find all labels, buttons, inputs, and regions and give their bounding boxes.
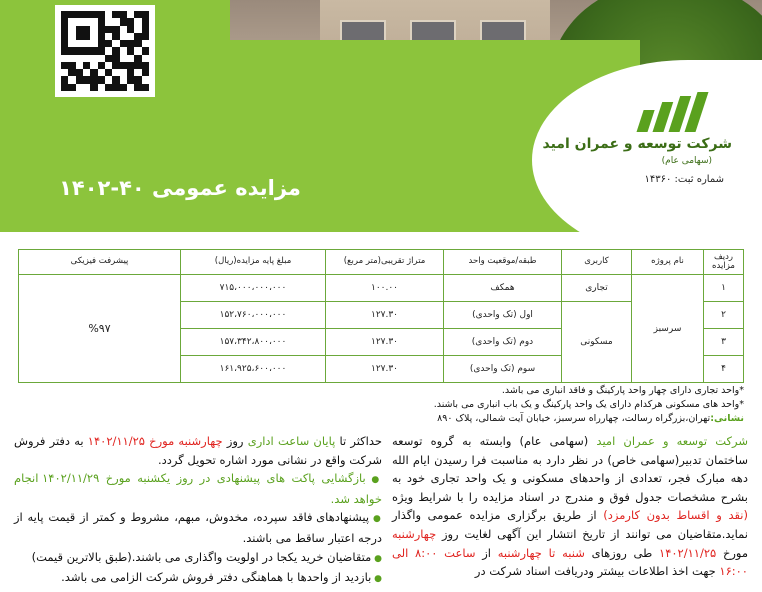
body-text-span: طی روزهای — [584, 545, 660, 560]
body-right-column — [392, 432, 748, 581]
bullet-icon: ● — [371, 574, 382, 585]
area-cell: ۱۲۷.۳۰ — [326, 302, 444, 329]
note-residential: *واحد های مسکونی هرکدام دارای یک واحد پارکینگ و یک باب انباری می باشند. — [433, 399, 744, 410]
bullet-icon: ● — [371, 553, 382, 564]
invalid-offers-text: پیشنهادهای فاقد سپرده، مخدوش، مبهم، مشروط و کمتر از قیمت پایه از درجه اعتبار ساقط می باشند. — [14, 510, 382, 545]
col-header-progress: پیشرفت فیزیکی — [19, 250, 181, 275]
floor-cell: اول (تک واحدی) — [444, 302, 562, 329]
deadline-day: چهارشنبه — [392, 526, 437, 541]
col-header-usage: کاربری — [562, 250, 632, 275]
physical-progress: %۹۷ — [19, 275, 181, 383]
col-header-row-number: ردیف مزایده — [704, 250, 744, 275]
table-header-row — [19, 250, 744, 275]
qr-code[interactable] — [55, 5, 155, 97]
col-header-floor: طبقه/موقعیت واحد — [444, 250, 562, 275]
opening-date — [14, 469, 382, 508]
note-commercial: *واحد تجاری دارای چهار واحد پارکینگ و فاقد انباری می باشد. — [501, 385, 744, 396]
invalid-offers — [14, 508, 382, 547]
body-text-span: روز — [222, 434, 248, 448]
row-number: ۱ — [704, 275, 744, 302]
project-name: سرسبز — [632, 275, 704, 383]
company-type: (سهامی عام) — [661, 156, 712, 166]
body-text-span: از — [475, 545, 498, 560]
area-cell: ۱۲۷.۳۰ — [326, 329, 444, 356]
body-text-span: مورخ — [716, 545, 749, 560]
visit-note-text: بازدید از واحدها با هماهنگی دفتر فروش شرکت الزامی می باشد. — [61, 570, 372, 585]
col-header-price: مبلغ پایه مزایده(ریال) — [181, 250, 326, 275]
bullet-icon: ● — [369, 514, 383, 525]
body-left-column — [14, 432, 382, 589]
submission-deadline — [14, 432, 382, 469]
working-hours: ساعت ۸:۰۰ الی ۱۶:۰۰ — [392, 545, 748, 579]
body-text — [14, 432, 748, 592]
address-label: نشانی: — [710, 413, 744, 424]
page-title: مزایده عمومی ۴۰-۱۴۰۲ — [59, 176, 301, 200]
price-cell: ۱۵۲،۷۶۰،۰۰۰،۰۰۰ — [181, 302, 326, 329]
body-text-span: جهت اخذ اطلاعات بیشتر ودریافت اسناد شرکت در — [474, 564, 720, 579]
body-text-span: حداکثر تا — [335, 434, 382, 448]
bullet-icon: ● — [365, 475, 382, 486]
col-header-area: متراژ تقریبی(متر مربع) — [326, 250, 444, 275]
area-cell: ۱۲۷.۳۰ — [326, 356, 444, 383]
registration-number: شماره ثبت: ۱۴۳۶۰ — [644, 174, 724, 185]
highlight-span: چهارشنبه مورخ ۱۴۰۲/۱۱/۲۵ — [87, 434, 223, 448]
auction-table — [18, 249, 744, 383]
row-number: ۲ — [704, 302, 744, 329]
bulk-priority — [14, 548, 382, 569]
row-number: ۴ — [704, 356, 744, 383]
company-logo — [542, 92, 732, 192]
table-notes — [344, 384, 744, 426]
opening-date-text: بازگشایی پاکت های پیشنهادی در روز یکشنبه مورخ ۱۴۰۲/۱۱/۲۹ انجام خواهد شد. — [14, 471, 382, 506]
usage-commercial: تجاری — [562, 275, 632, 302]
body-text-span: (سهامی عام) وابسته به گروه توسعه ساختمان تدبیر(سهامی خاص) در نظر دارد به مناسبت فرا رسیدن ایام الله دهه مبارک فجر، تعدادی از واحدهای مسکونی و یک واحد تجاری خود به بشرح مشخصات جدول فوق و مندرج در اسناد مزایده را با شرایط ویژه — [392, 434, 748, 504]
company-name: شرکت توسعه و عمران امید — [542, 136, 732, 152]
col-header-project: نام پروژه — [632, 250, 704, 275]
logo-bars-icon — [637, 92, 709, 132]
deadline-date: ۱۴۰۲/۱۱/۲۵ — [659, 545, 717, 560]
special-terms: (نقد و اقساط بدون کارمزد) — [603, 508, 748, 523]
row-number: ۳ — [704, 329, 744, 356]
working-days: شنبه تا چهارشنبه — [497, 545, 585, 560]
company-mention: شرکت توسعه و عمران امید — [596, 434, 748, 448]
floor-cell: همکف — [444, 275, 562, 302]
body-text-span: از طریق برگزاری مزایده عمومی واگذار نماید.متقاضیان می توانند از تاریخ انتشار این آگهی لغایت روز — [392, 508, 748, 541]
visit-note — [14, 568, 382, 589]
bulk-priority-text: متقاضیان خرید یکجا در اولویت واگذاری می باشند.(طبق بالاترین قیمت) — [31, 549, 372, 564]
usage-residential: مسکونی — [562, 302, 632, 383]
address-line — [344, 412, 744, 426]
address-text: تهران،بزرگراه رسالت، چهارراه سرسبز، خیابان آیت شمالی، پلاک ۸۹۰ — [437, 413, 711, 424]
body-text-span: به دفتر فروش شرکت واقع در نشانی مورد اشاره تحویل گردد. — [14, 434, 382, 467]
price-cell: ۱۵۷،۳۴۲،۸۰۰،۰۰۰ — [181, 329, 326, 356]
header-banner — [0, 0, 762, 232]
price-cell: ۱۶۱،۹۲۵،۶۰۰،۰۰۰ — [181, 356, 326, 383]
price-cell: ۷۱۵،۰۰۰،۰۰۰،۰۰۰ — [181, 275, 326, 302]
area-cell: ۱۰۰.۰۰ — [326, 275, 444, 302]
auction-table-wrapper — [18, 249, 744, 383]
floor-cell: دوم (تک واحدی) — [444, 329, 562, 356]
floor-cell: سوم (تک واحدی) — [444, 356, 562, 383]
table-row — [19, 275, 744, 302]
highlight-span: پایان ساعت اداری — [247, 434, 336, 448]
